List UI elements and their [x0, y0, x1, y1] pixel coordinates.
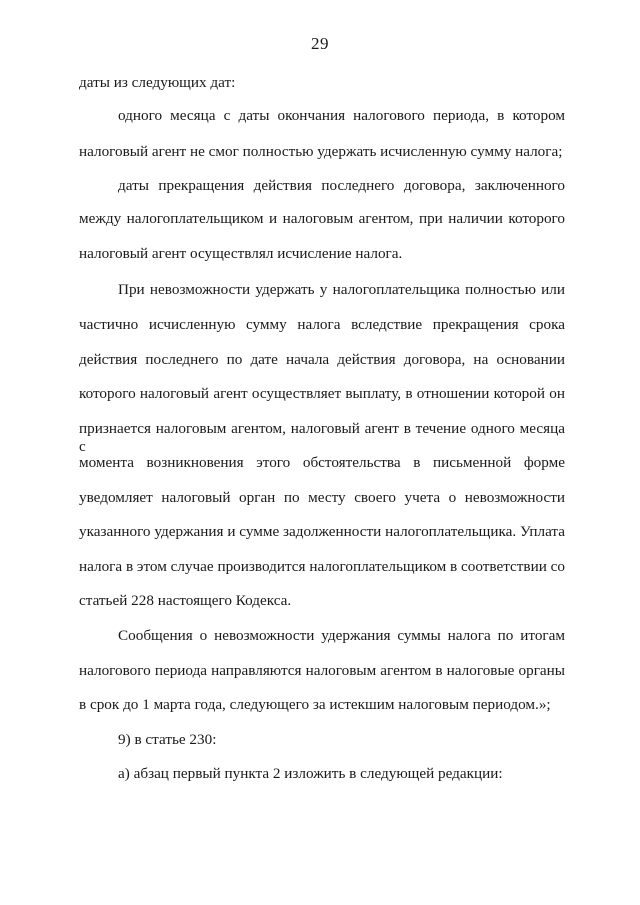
- text-line: налога в этом случае производится налогоплательщиком в соответствии со: [79, 558, 565, 575]
- text-line: частично исчисленную сумму налога вследствие прекращения срока: [79, 316, 565, 333]
- text-line: налогового периода направляются налоговым агентом в налоговые органы: [79, 662, 565, 679]
- text-line: указанного удержания и сумме задолженности налогоплательщика. Уплата: [79, 523, 565, 540]
- text-line: налоговый агент осуществлял исчисление налога.: [79, 245, 403, 262]
- text-line: налоговый агент не смог полностью удержать исчисленную сумму налога;: [79, 143, 563, 160]
- text-line: в срок до 1 марта года, следующего за истекшим налоговым периодом.»;: [79, 696, 551, 713]
- text-line: между налогоплательщиком и налоговым агентом, при наличии которого: [79, 210, 565, 227]
- text-line: момента возникновения этого обстоятельства в письменной форме: [79, 454, 565, 471]
- text-line: уведомляет налоговый орган по месту своего учета о невозможности: [79, 489, 565, 506]
- list-item-number: 9) в статье 230:: [118, 731, 217, 748]
- text-line: При невозможности удержать у налогоплательщика полностью или: [118, 281, 565, 298]
- text-line: которого налоговый агент осуществляет выплату, в отношении которой он: [79, 385, 565, 402]
- text-line: признается налоговым агентом, налоговый агент в течение одного месяца с: [79, 420, 565, 455]
- text-line: а) абзац первый пункта 2 изложить в следующей редакции:: [118, 765, 503, 782]
- text-line: даты прекращения действия последнего договора, заключенного: [118, 177, 565, 194]
- page-number: 29: [311, 34, 329, 53]
- text-line: одного месяца с даты окончания налогового периода, в котором: [118, 107, 565, 124]
- text-line: даты из следующих дат:: [79, 74, 236, 91]
- text-line: Сообщения о невозможности удержания суммы налога по итогам: [118, 627, 565, 644]
- text-line: статьей 228 настоящего Кодекса.: [79, 592, 292, 609]
- text-line: действия последнего по дате начала действия договора, на основании: [79, 351, 565, 368]
